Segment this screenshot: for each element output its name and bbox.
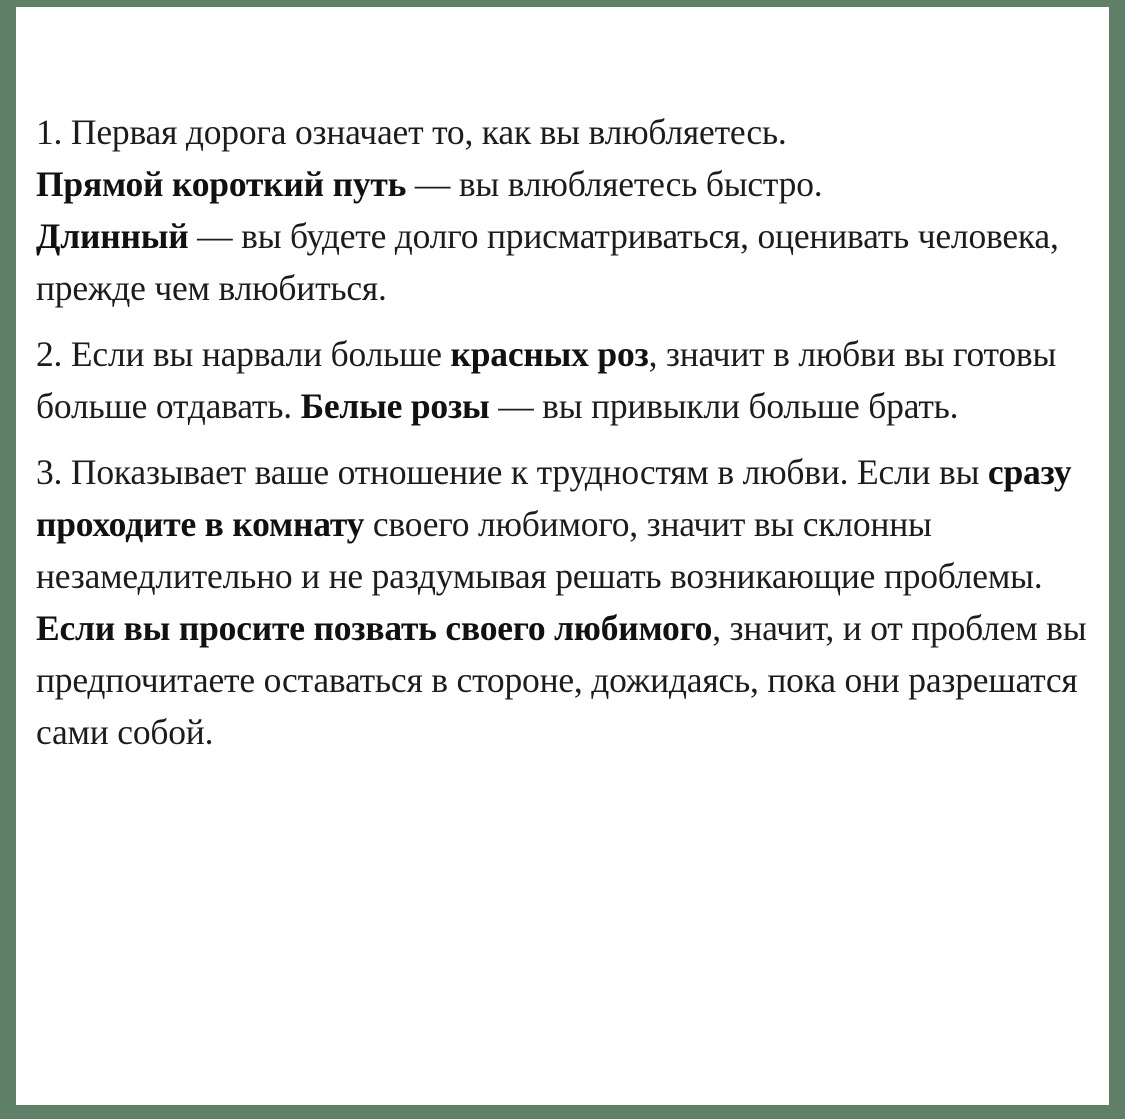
paragraph-2-bold-1: красных роз xyxy=(450,334,649,374)
paragraph-3-text-1: своего любимого, значит вы склонны незамедлительно и не раздумывая решать возникающие проблемы. xyxy=(36,504,1043,596)
article-body xyxy=(36,106,1096,772)
paragraph-1-text-1: — вы влюбляетесь быстро. xyxy=(406,164,823,204)
paragraph-1-text-2: — вы будете долго присматриваться, оценивать человека, прежде чем влюбиться. xyxy=(36,216,1059,308)
paragraph-3-bold-1: сразу проходите в комнату xyxy=(36,452,1072,544)
paragraph-2-text-1: , значит в любви вы готовы больше отдавать. xyxy=(36,334,1057,426)
paragraph-3-intro: 3. Показывает ваше отношение к трудностям в любви. Если вы xyxy=(36,452,988,492)
paragraph-1-bold-1: Прямой короткий путь xyxy=(36,164,407,204)
paragraph-2-intro: 2. Если вы нарвали больше xyxy=(36,334,451,374)
paragraph-1-intro: 1. Первая дорога означает то, как вы влюбляетесь. xyxy=(36,112,787,152)
text-card xyxy=(16,7,1109,1105)
paragraph-3-text-2: , значит, и от проблем вы предпочитаете оставаться в стороне, дожидаясь, пока они разрешатся сами собой. xyxy=(36,608,1087,752)
paragraph-3 xyxy=(36,446,1096,758)
paragraph-2-text-2: — вы привыкли больше брать. xyxy=(489,386,959,426)
paragraph-1 xyxy=(36,106,1096,314)
paragraph-1-bold-2: Длинный xyxy=(36,216,189,256)
paragraph-3-bold-2: Если вы просите позвать своего любимого xyxy=(36,608,713,648)
paragraph-2-bold-2: Белые розы xyxy=(300,386,490,426)
paragraph-2 xyxy=(36,328,1096,432)
